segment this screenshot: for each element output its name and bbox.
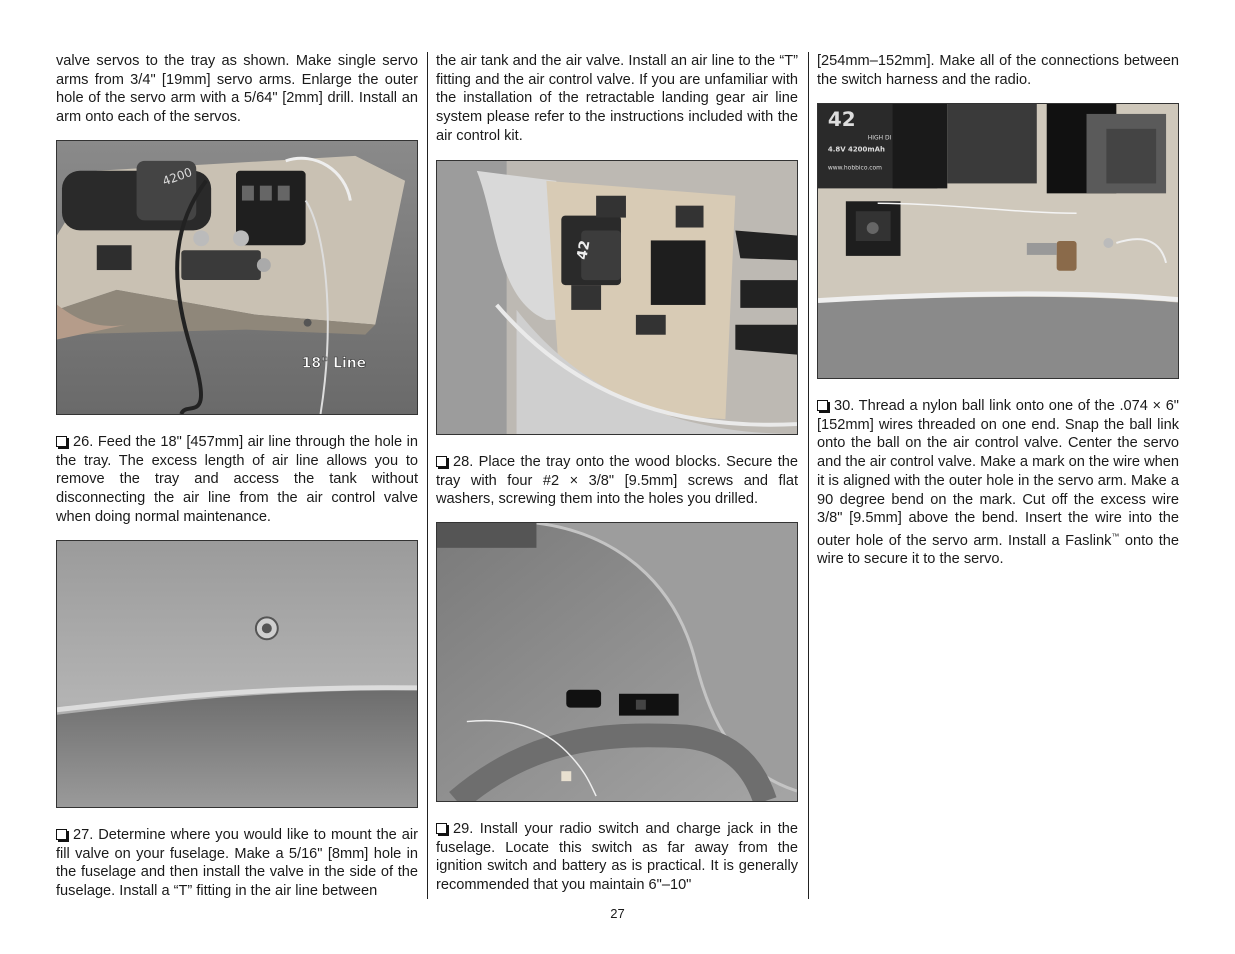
column-2 xyxy=(436,52,798,146)
trademark-symbol: ™ xyxy=(1111,531,1120,541)
step-28 xyxy=(436,453,798,509)
checkbox-icon[interactable] xyxy=(436,823,447,834)
checkbox-icon[interactable] xyxy=(436,456,447,467)
battery-url-label: www.hobbico.com xyxy=(827,164,882,172)
col3-continuation: [254mm–152mm]. Make all of the connections between the switch harness and the radio. xyxy=(817,53,1179,88)
checkbox-icon[interactable] xyxy=(56,829,67,840)
page-number: 27 xyxy=(610,906,625,921)
column-divider-1 xyxy=(427,52,428,899)
step-30-text-b: onto the wire to secure it to the servo. xyxy=(817,532,1179,568)
step-26 xyxy=(56,433,418,527)
step-27 xyxy=(56,826,418,901)
step-30 xyxy=(817,397,1179,569)
photo-radio-switch xyxy=(436,522,798,802)
step-29 xyxy=(436,820,798,895)
column-3 xyxy=(817,52,1179,89)
column-divider-2 xyxy=(808,52,809,899)
step-27-text: 27. Determine where you would like to mount the air fill valve on your fuselage. Make a 5/16" [8mm] hole in the fuselage and then install the valve in the side of the fuselage. Install a “T” fitting in the air line between xyxy=(56,827,418,900)
column-1 xyxy=(56,52,418,127)
checkbox-icon[interactable] xyxy=(56,436,67,447)
battery-42-label-2: 42 xyxy=(827,107,856,131)
step-30-text-a: 30. Thread a nylon ball link onto one of the .074 × 6" [152mm] wires threaded on one end. Snap the ball link onto the ball on the air control valve. Center the servo and the air control valve. Make a mark on the wire when it is aligned with the outer hole in the servo arm. Make a 90 degree bend on the mark. Cut off the excess wire 3/8" [9.5mm] above the bend. Insert the wire into the outer hole of the servo arm. Install a Faslink xyxy=(817,398,1179,549)
checkbox-icon[interactable] xyxy=(817,400,828,411)
battery-spec-label: 4.8V 4200mAh xyxy=(827,145,885,154)
battery-high-label: HIGH DI xyxy=(867,134,892,142)
step-26-text: 26. Feed the 18" [457mm] air line through the hole in the tray. The excess length of air line allows you to remove the tray and access the tank without disconnecting the air line from the air control valve when doing normal maintenance. xyxy=(56,434,418,525)
photo-tray-installed xyxy=(436,160,798,435)
col2-continuation: the air tank and the air valve. Install an air line to the “T” fitting and the air control valve. If you are unfamiliar with the installation of the retractable landing gear air line system please refer to the instructions included with the air control kit. xyxy=(436,53,798,144)
battery-label: 4200 xyxy=(160,164,194,189)
battery-42-label: 42 xyxy=(574,239,594,261)
intro-paragraph: valve servos to the tray as shown. Make single servo arms from 3/4" [19mm] servo arms. Enlarge the outer hole of the servo arm with a 5/64" [2mm] drill. Install an arm onto each of the servos. xyxy=(56,53,418,126)
photo-label-18-line: 18" Line xyxy=(301,355,367,372)
step-28-text: 28. Place the tray onto the wood blocks. Secure the tray with four #2 × 3/8" [9.5mm] screws and flat washers, screwing them into the holes you drilled. xyxy=(436,454,798,508)
step-29-text: 29. Install your radio switch and charge jack in the fuselage. Locate this switch as far away from the ignition switch and battery as is practical. It is generally recommended that you maintain 6"–10" xyxy=(436,821,798,894)
photo-servo-linkage xyxy=(817,103,1179,379)
photo-fuselage-air-valve xyxy=(56,540,418,808)
photo-servo-tray xyxy=(56,140,418,415)
